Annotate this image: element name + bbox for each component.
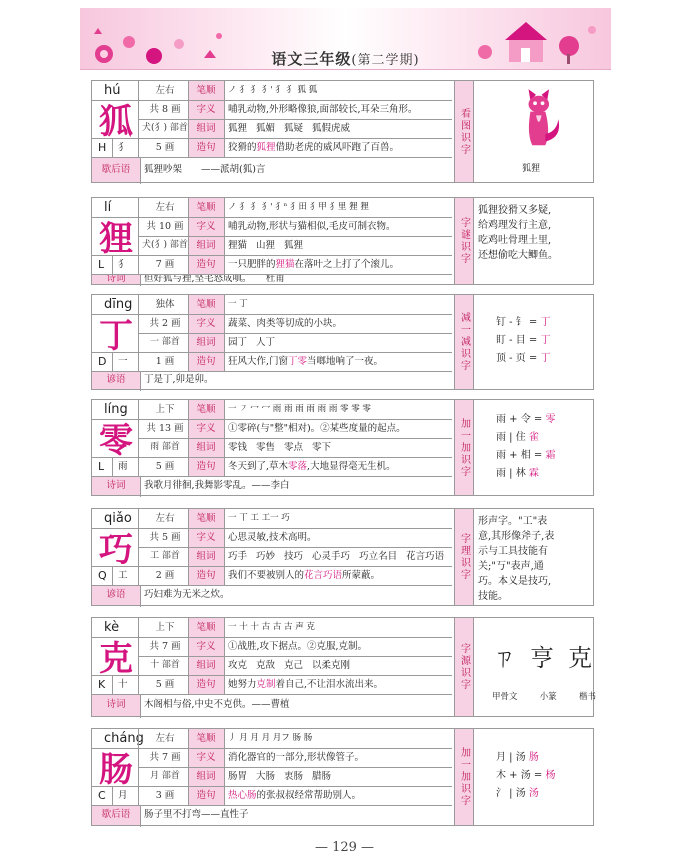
grid-vline [112,786,113,805]
radical-char: 工 [118,570,128,581]
eq-left: 氵 | 汤 [496,788,529,799]
words-label: 组词 [188,767,224,786]
grid-vline [188,81,189,157]
grid-vline [138,419,139,476]
grid-vline [138,314,139,371]
grid-hline [92,637,452,638]
eq-result: 丁 [540,335,551,346]
grid-hline [92,255,138,256]
eq-left: 雨 + 相 = [496,449,546,461]
stroke-order: ノ 犭 犭 犭' 犭ⁿ 犭田 犭甲 犭里 狸 狸 [228,202,369,212]
fox-illustration-icon [508,85,564,155]
side-method-tag: 加一加识字 [454,400,474,495]
structure: 上下 [155,622,175,633]
page-number: — 129 — [314,840,375,855]
grid-vline [138,528,139,585]
grid-hline [138,767,452,768]
meaning-label: 字义 [188,217,224,236]
radical-letter: Q [98,569,107,582]
bottom-label: 谚语 [92,585,140,605]
words-label: 组词 [188,119,224,138]
grid-hline [138,236,452,237]
grid-hline [138,786,452,787]
grid-vline [138,100,139,157]
radical-strokes: 7 画 [155,259,175,270]
radical: 犬(犭) 部首 [142,240,188,250]
bottom-text: 木阁相与俗,中史不克供。——曹植 [144,699,290,710]
stroke-order: 一 丅 工 工一 巧 [228,513,290,523]
bottom-text: 丁是丁,卯是卯。 [144,374,214,385]
meaning-label: 字义 [188,528,224,547]
char-entry-7 [91,728,594,826]
grid-hline [138,656,452,657]
pinyin: kè [104,620,120,635]
sentence [228,138,450,157]
sentence [228,786,450,805]
character-狸: 狸 [99,219,133,259]
eq-result: 霜 [545,449,556,461]
sentence-pre: 狂风大作,门窗 [228,356,289,367]
bottom-label: 诗词 [92,694,140,716]
char-entry-1 [91,80,594,183]
sentence [228,255,450,274]
sentence-pre: 一只肥胖的 [228,259,276,270]
stroke-count: 共 8 画 [149,104,181,115]
eq-left: 雨 | 林 [496,467,529,479]
eq-left: 月 | 汤 [496,752,529,763]
words: 巧手 巧妙 技巧 心灵手巧 巧立名目 花言巧语 [228,551,445,562]
grid-vline [224,509,225,585]
meaning: 哺乳动物,外形略像狼,面部较长,耳朵三角形。 [228,104,418,115]
radical-letter: C [98,789,106,802]
sentence-post: 在落叶之上打了个滚儿。 [294,259,400,270]
meaning-label: 字义 [188,314,224,333]
side-method-tag: 字源识字 [454,618,474,716]
char-entry-4 [91,399,594,496]
sentence-highlight: 狸猫 [275,259,295,270]
grid-vline [224,618,225,694]
grid-vline [188,198,189,274]
side-content [476,81,593,182]
side-content [476,400,593,495]
grid-hline [92,457,138,458]
sentence-highlight: 狐狸 [256,142,276,153]
radical: 犬(犭) 部首 [142,123,188,133]
character-肠: 肠 [99,750,133,790]
grid-vline [188,400,189,476]
radical-letter: L [98,258,105,271]
grid-vline [224,400,225,476]
sentence [228,566,450,585]
grid-hline [92,274,452,275]
grid-vline [112,138,113,157]
grid-vline [138,217,139,274]
grid-hline [138,547,452,548]
pinyin: lí [104,200,112,215]
radical-strokes: 5 画 [155,142,175,153]
grid-vline [112,566,113,585]
grid-vline [140,371,141,391]
char-entry-5 [91,508,594,606]
character-巧: 巧 [99,530,133,570]
stroke-count: 共 2 画 [149,318,181,329]
grid-vline [140,274,141,286]
grid-hline [92,805,452,806]
sentence-highlight: 花言巧语 [304,570,343,581]
radical: 月 部首 [150,771,180,781]
grid-vline [140,694,141,718]
radical-char: 月 [118,790,128,801]
grid-hline [92,566,138,567]
radical-char: 犭 [118,259,128,270]
words-label: 组词 [188,438,224,457]
grid-vline [138,295,139,314]
radical-strokes: 5 画 [155,461,175,472]
words-label: 组词 [188,236,224,255]
grid-hline [92,157,452,158]
grid-hline [92,694,452,695]
character-丁: 丁 [99,316,133,356]
sentence-post: 着自己,不让泪水流出来。 [275,679,384,690]
stroke-order: 一 十 十 古 古 古 声 克 [228,622,315,632]
sentence [228,457,450,476]
bottom-label: 谚语 [92,371,140,389]
grid-vline [112,255,113,274]
side-method-tag: 减一减识字 [454,295,474,389]
side-content [476,509,593,605]
stroke-order: 丿 月 月 月 月フ 肠 肠 [228,733,313,743]
words: 攻克 克敌 克己 以柔克刚 [228,660,351,671]
sentence-label: 造句 [188,566,224,585]
eq-result: 雀 [528,431,539,443]
structure: 上下 [155,404,175,415]
header-banner [80,8,611,70]
grid-hline [138,119,452,120]
stroke-order-label: 笔顺 [188,295,224,314]
radical-char: 一 [118,356,128,367]
script-glyph-1: ㄗ [492,644,516,672]
stroke-order-label: 笔顺 [188,81,224,100]
eq-left: 盯 - 目 = [496,335,541,346]
eq-result: 杨 [545,770,556,781]
eq-left: 雨 | 住 [496,431,529,443]
stroke-order: 一 ㇇ 冖 冖 雨 雨 雨 雨 雨 雨 零 零 零 [228,404,371,414]
grid-vline [224,295,225,371]
sentence-highlight: 热心肠 [228,790,257,801]
grid-vline [224,81,225,157]
radical-strokes: 1 画 [155,356,175,367]
grid-hline [138,566,452,567]
radical-letter: H [98,141,107,154]
radical-strokes: 5 画 [155,679,175,690]
bottom-text: 肠子里不打弯——直性子 [144,809,249,820]
radical-letter: D [98,355,107,368]
words: 狐狸 狐媚 狐疑 狐假虎威 [228,123,351,134]
bottom-label: 歇后语 [92,805,140,825]
side-line: 形声字。"工"表 [478,516,548,527]
meaning: 消化器官的一部分,形状像管子。 [228,752,365,763]
pinyin: cháng [104,731,144,746]
char-entry-2 [91,197,594,285]
bottom-label: 诗词 [92,274,140,284]
char-entry-6 [91,617,594,717]
stroke-count: 共 13 画 [146,423,184,434]
stroke-order-label: 笔顺 [188,509,224,528]
sentence-label: 造句 [188,786,224,805]
grid-vline [140,585,141,607]
grid-vline [138,509,139,528]
radical-char: 雨 [118,461,128,472]
meaning: ①战胜,攻下据点。②克服,克制。 [228,641,368,652]
words: 狸猫 山狸 狐狸 [228,240,304,251]
grid-vline [112,457,113,476]
structure: 左右 [155,202,175,213]
words-label: 组词 [188,333,224,352]
side-content [476,729,593,825]
side-line: 巧。本义是技巧, [478,576,552,587]
meaning: 哺乳动物,形状与猫相似,毛皮可制衣物。 [228,221,396,232]
grid-vline [138,81,139,100]
side-method-tag: 看图识字 [454,81,474,182]
grid-hline [138,675,452,676]
char-entry-3 [91,294,594,390]
meaning-label: 字义 [188,100,224,119]
stroke-count: 共 7 画 [149,752,181,763]
grid-vline [112,352,113,371]
meaning: 心思灵敏,技术高明。 [228,532,317,543]
sentence-label: 造句 [188,138,224,157]
bottom-text: 狐狸吵架 ——派胡(狐)言 [144,164,266,175]
grid-hline [92,314,452,315]
side-line [496,751,539,765]
pinyin: dīng [104,297,133,312]
character-克: 克 [99,639,133,679]
eq-left: 钉 - 钅 = [496,317,541,328]
eq-result: 丁 [540,317,551,328]
sentence-post: 所蒙蔽。 [342,570,381,581]
stroke-order-label: 笔顺 [188,400,224,419]
grid-vline [224,729,225,805]
grid-vline [138,729,139,748]
stroke-order: 一 丁 [228,299,248,309]
side-line: 关;"丂"表声,通 [478,561,544,572]
sentence-post: 的张叔叔经常帮助别人。 [256,790,362,801]
grid-vline [140,476,141,497]
grid-hline [138,438,452,439]
side-line [496,769,555,783]
eq-result: 肠 [528,752,539,763]
grid-vline [224,198,225,274]
pinyin: líng [104,402,128,417]
structure: 左右 [155,513,175,524]
words: 零钱 零售 零点 零下 [228,442,332,453]
pinyin: hú [104,83,121,98]
sentence-post: 借助老虎的威风吓跑了百兽。 [275,142,400,153]
script-glyphs [492,638,592,673]
radical-char: 十 [118,679,128,690]
grid-hline [92,138,138,139]
grid-vline [140,805,141,827]
stroke-order-label: 笔顺 [188,729,224,748]
grid-hline [92,371,452,372]
structure: 独体 [155,299,175,310]
script-captions [492,690,596,702]
stroke-count: 共 10 画 [146,221,184,232]
grid-hline [92,476,452,477]
sentence [228,352,450,371]
eq-left: 雨 + 令 = [496,413,546,425]
side-line [496,413,555,427]
radical-char: 犭 [118,142,128,153]
bottom-text: 我歌月徘徊,我舞影零乱。——李白 [144,480,290,491]
meaning-label: 字义 [188,419,224,438]
side-content [476,198,593,284]
bottom-text: 但好狐与狸,坚毛怒成嗔。 杜甫 [144,274,285,284]
grid-vline [188,509,189,585]
grid-vline [188,729,189,805]
character-零: 零 [99,421,133,461]
side-line [496,787,539,801]
image-caption: 狐狸 [522,164,541,174]
words-label: 组词 [188,656,224,675]
side-line [496,352,550,366]
radical: 工 部首 [150,551,180,561]
grid-hline [92,100,452,101]
script-caption-2: 小篆 [539,692,557,702]
sentence-label: 造句 [188,675,224,694]
grid-hline [138,333,452,334]
radical-letter: L [98,460,105,473]
sentence-label: 造句 [188,457,224,476]
eq-result: 零 [545,413,556,425]
grid-vline [138,637,139,694]
side-line: 吃鸡吐骨理土里, [478,235,552,246]
sentence-highlight: 克制 [256,679,276,690]
grid-vline [188,295,189,371]
grid-vline [112,675,113,694]
sentence-label: 造句 [188,352,224,371]
grid-hline [138,255,452,256]
side-line [496,467,539,481]
radical-strokes: 3 画 [155,790,175,801]
grid-hline [92,786,138,787]
radical-letter: K [98,678,106,691]
script-glyph-2: 亨 [530,644,554,672]
structure: 左右 [155,85,175,96]
bottom-text: 巧妇难为无米之炊。 [144,589,230,600]
stroke-count: 共 7 画 [149,641,181,652]
meaning-label: 字义 [188,637,224,656]
radical: 十 部首 [150,660,180,670]
side-method-tag: 字谜识字 [454,198,474,284]
eq-left: 顶 - 页 = [496,353,541,364]
side-line [496,431,539,445]
side-line: 技能。 [478,591,508,602]
grid-hline [92,748,452,749]
pinyin: qiǎo [104,511,132,526]
sentence-pre: 冬天到了,草木 [228,461,289,472]
side-line: 狐狸狡猾又多疑, [478,205,552,216]
sentence-pre: 我们不要被别人的 [228,570,305,581]
side-line: 意,其形像斧子,表 [478,531,555,542]
grid-vline [138,618,139,637]
page-title: 语文三年级(第二学期) [271,50,420,68]
stroke-order-label: 笔顺 [188,198,224,217]
side-method-tag: 加一加识字 [454,729,474,825]
bottom-label: 歇后语 [92,157,140,182]
sentence-post: ,大地显得毫无生机。 [307,461,396,472]
sentence-label: 造句 [188,255,224,274]
grid-hline [138,352,452,353]
character-狐: 狐 [99,102,133,142]
eq-result: 丁 [540,353,551,364]
grid-vline [138,748,139,805]
side-line [496,334,550,348]
stroke-order-label: 笔顺 [188,618,224,637]
radical: 一 部首 [150,337,180,347]
radical-strokes: 2 画 [155,570,175,581]
side-line: 给鸡理发行主意, [478,220,552,231]
side-content [476,618,596,716]
side-method-tag: 字理识字 [454,509,474,605]
sentence-pre: 她努力 [228,679,257,690]
stroke-count: 共 5 画 [149,532,181,543]
meaning: 蔬菜、肉类等切成的小块。 [228,318,343,329]
sentence-highlight: 零落 [288,461,308,472]
words: 园丁 人丁 [228,337,276,348]
grid-vline [140,157,141,184]
sentence-pre: 狡猾的 [228,142,257,153]
words: 肠胃 大肠 衷肠 腊肠 [228,771,332,782]
script-caption-1: 甲骨文 [492,692,518,702]
grid-hline [92,585,452,586]
grid-hline [92,675,138,676]
grid-hline [92,217,452,218]
script-glyph-3: 克 [568,644,592,672]
eq-result: 汤 [528,788,539,799]
words-label: 组词 [188,547,224,566]
sentence-highlight: 丁零 [288,356,308,367]
grid-vline [138,198,139,217]
side-line [496,449,555,463]
sentence-post: 当啷地响了一夜。 [307,356,384,367]
sentence [228,675,450,694]
structure: 左右 [155,733,175,744]
grid-hline [92,352,138,353]
side-line: 还想偷吃大鲫鱼。 [478,250,558,261]
grid-hline [138,457,452,458]
eq-result: 霖 [528,467,539,479]
meaning-label: 字义 [188,748,224,767]
grid-hline [138,138,452,139]
meaning: ①零碎(与"整"相对)。②某些度量的起点。 [228,423,406,434]
bottom-label: 诗词 [92,476,140,495]
side-content [476,295,593,389]
eq-left: 木 + 汤 = [496,770,546,781]
grid-vline [138,400,139,419]
stroke-order: ノ 犭 犭 犭' 犭 犭 狐 狐 [228,85,318,95]
grid-vline [188,618,189,694]
grid-hline [92,528,452,529]
script-caption-3: 楷书 [578,692,596,702]
side-line: 示与工具技能有 [478,546,548,557]
radical: 雨 部首 [150,442,180,452]
side-line [496,316,550,330]
grid-hline [92,419,452,420]
